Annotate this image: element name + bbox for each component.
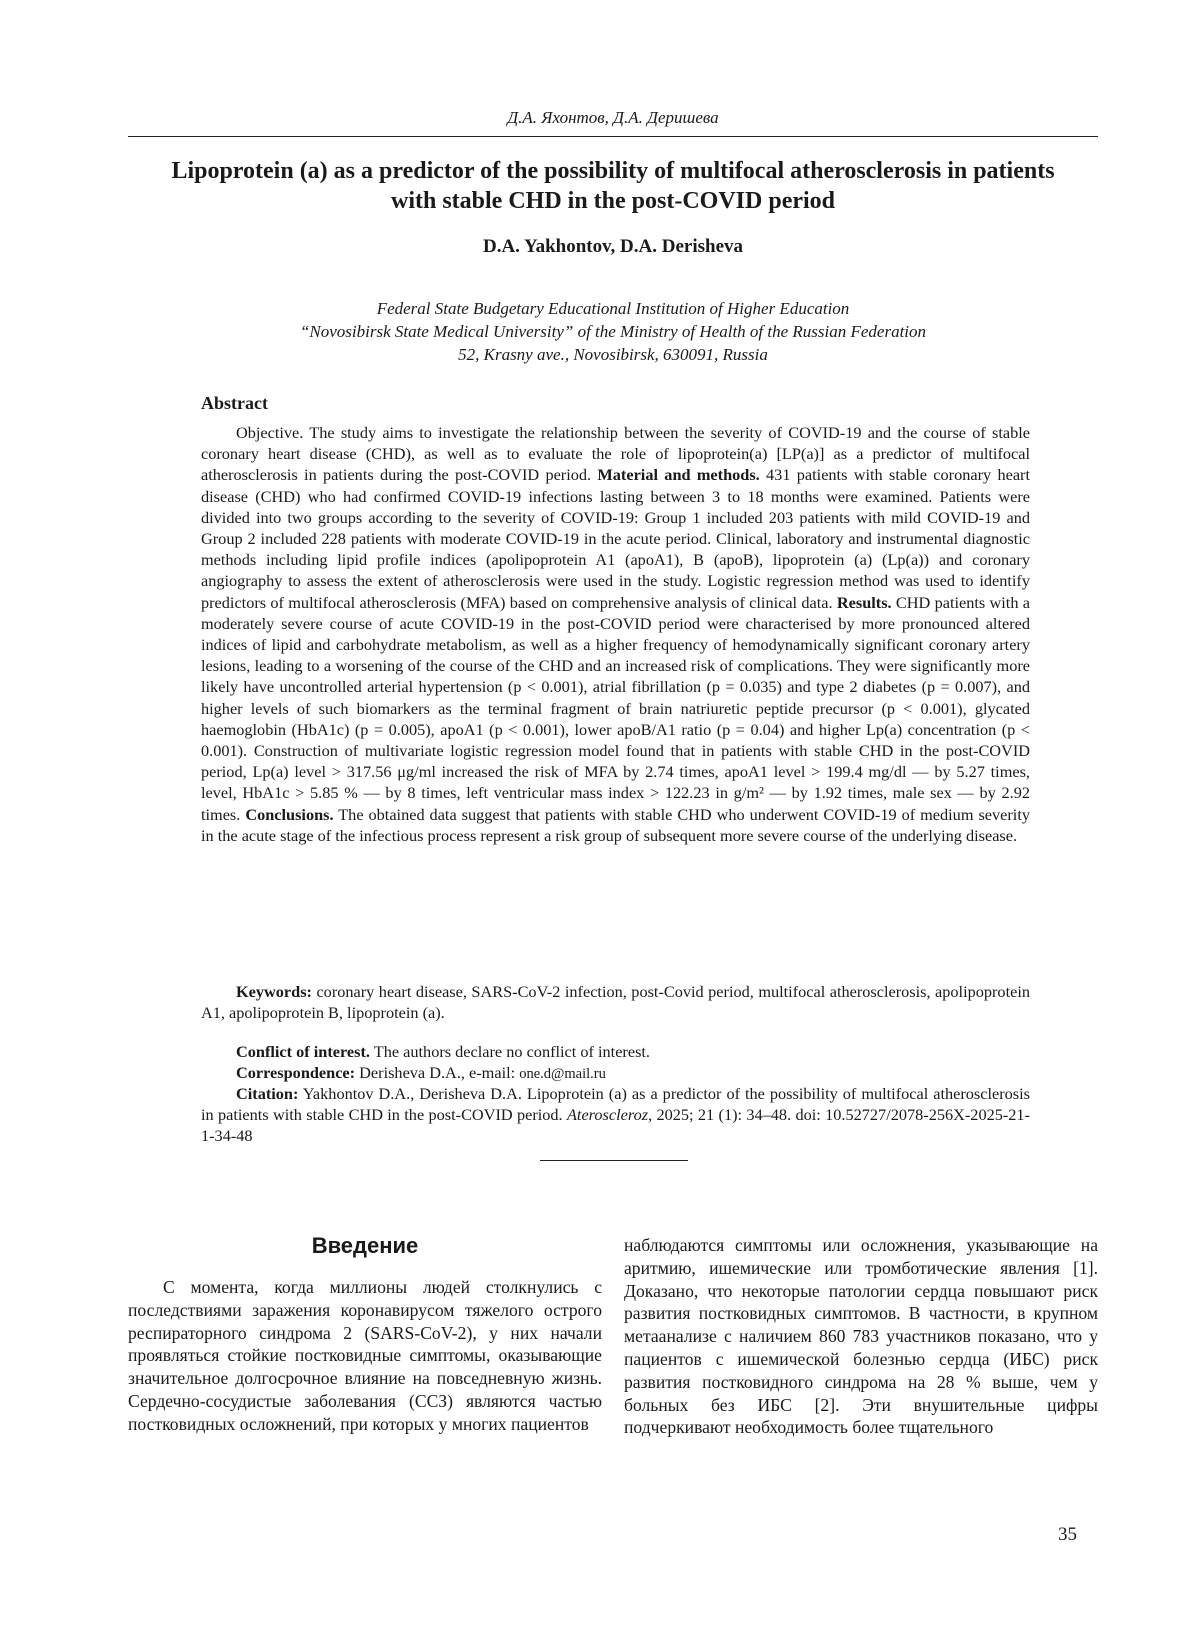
citation-label: Citation: [236,1084,299,1103]
affiliation-line-2: “Novosibirsk State Medical University” of the Ministry of Health of the Russian Federation [299,322,927,341]
running-head: Д.А. Яхонтов, Д.А. Деришева [507,108,719,127]
page-number: 35 [1058,1524,1077,1545]
introduction-heading: Введение [311,1233,419,1258]
header-rule [128,136,1098,137]
correspondence-label: Correspondence: [236,1063,356,1082]
article-title: Lipoprotein (a) as a predictor of the possibility of multifocal atherosclerosis in patients with stable CHD in the post-COVID period [171,158,1055,214]
results-label: Results. [836,592,892,612]
introduction-paragraph: С момента, когда миллионы людей столкнулись с последствиями заражения коронавирусом тяжелого острого респираторного синдрома 2 (SARS-CoV-2), у них начали проявляться стойкие постковидные симптомы, оказывающие значительное долгосрочное влияние на повседневную жизнь. Сердечно-сосудистые заболевания (ССЗ) являются частью постковидных осложнений, при которых у многих пациентов [128,1277,602,1434]
keywords-label: Keywords: [236,982,312,1001]
citation [201,1083,1030,1147]
introduction-right-column [624,1234,1098,1439]
keywords-text: coronary heart disease, SARS-CoV-2 infection, post-Covid period, multifocal atherosclerosis, apolipoprotein A1, apolipoprotein B, lipoprotein (a). [201,982,1030,1023]
keywords [201,981,1030,1023]
affiliation-line-3: 52, Krasny ave., Novosibirsk, 630091, Russia [458,345,768,364]
conflict-text: The authors declare no conflict of interest. [370,1042,650,1061]
abstract-heading: Abstract [201,393,268,413]
abstract-conclusions: The obtained data suggest that patients with stable CHD who underwent COVID-19 of medium severity in the acute stage of the infectious process represent a risk group of subsequent more severe course of the underlying disease. [201,804,1030,845]
email-link[interactable]: one.d@mail.ru [519,1066,606,1082]
citation-text: Yakhontov D.A., Derisheva D.A. Lipoprotein (a) as a predictor of the possibility of multifocal atherosclerosis in patients with stable CHD in the post-COVID period. [201,1084,1030,1125]
conclusions-label: Conclusions. [245,804,334,824]
abstract-results: CHD patients with a moderately severe course of acute COVID-19 in the post-COVID period were characterised by more pronounced altered indices of lipid and carbohydrate metabolism, as well as a higher frequency of hemodynamically significant coronary artery lesions, leading to a worsening of the course of the CHD and an increased risk of complications. They were significantly more likely have uncontrolled arterial hypertension (p < 0.001), atrial fibrillation (p = 0.035) and type 2 diabetes (p = 0.007), and higher levels of such biomarkers as the terminal fragment of brain natriuretic peptide precursor (p < 0.001), glycated haemoglobin (HbA1c) (p = 0.005), apoA1 (p < 0.001), lower apoB/A1 ratio (p = 0.04) and higher Lp(a) concentration (p < 0.001). Construction of multivariate logistic regression model found that in patients with stable CHD in the post-COVID period, Lp(a) level > 317.56 μg/ml increased the risk of MFA by 2.74 times, apoA1 level > 199.4 mg/dl — by 5.27 times, level, HbA1c > 5.85 % — by 8 times, left ventricular mass index > 122.23 in g/m² — by 1.92 times, male sex — by 2.92 times. [201,592,1030,824]
correspondence [201,1062,1030,1085]
abstract-objective: Objective. The study aims to investigate the relationship between the severity of COVID-19 and the course of stable coronary heart disease (CHD), as well as to evaluate the role of lipoprotein(a) [LP(a)] as a predictor of multifocal atherosclerosis in patients during the post-COVID period. [201,423,1030,485]
section-divider [540,1160,688,1161]
conflict-label: Conflict of interest. [236,1042,370,1061]
abstract-body [201,422,1030,846]
conflict-of-interest [201,1041,1030,1062]
author-list: D.A. Yakhontov, D.A. Derisheva [482,236,744,257]
journal-name: Ateroscleroz [566,1105,649,1125]
abstract-methods: 431 patients with stable coronary heart disease (CHD) who had confirmed COVID-19 infections lasting between 3 to 18 months were examined. Patients were divided into two groups according to the severity of COVID-19: Group 1 included 203 patients with mild COVID-19 and Group 2 included 228 patients with moderate COVID-19 in the acute period. Clinical, laboratory and instrumental diagnostic methods including lipid profile indices (apolipoprotein A1 (apoA1), B (apoB), lipoprotein (a) (Lp(a)) and coronary angiography to assess the extent of atherosclerosis were used in the study. Logistic regression method was used to identify predictors of multifocal atherosclerosis (MFA) based on comprehensive analysis of clinical data. [201,465,1030,612]
methods-label: Material and methods. [597,465,760,485]
affiliation-line-1: Federal State Budgetary Educational Institution of Higher Education [376,299,850,318]
citation-rest: , 2025; 21 (1): 34–48. doi: 10.52727/2078-256X-2025-21-1-34-48 [201,1105,1030,1146]
introduction-left-column [128,1276,602,1436]
correspondence-text: Derisheva D.A., e-mail: [355,1063,520,1082]
introduction-continuation: наблюдаются симптомы или осложнения, указывающие на аритмию, ишемические или тромботические явления [1]. Доказано, что некоторые патологии сердца повышают риск развития постковидных симптомов. В частности, в крупном метаанализе с наличием 860 783 участников показано, что у пациентов с ишемической болезнью сердца (ИБС) риск развития постковидного синдрома на 28 % выше, чем у больных без ИБС [2]. Эти внушительные цифры подчеркивают необходимость более тщательного [624,1235,1098,1438]
affiliation [128,297,1098,366]
